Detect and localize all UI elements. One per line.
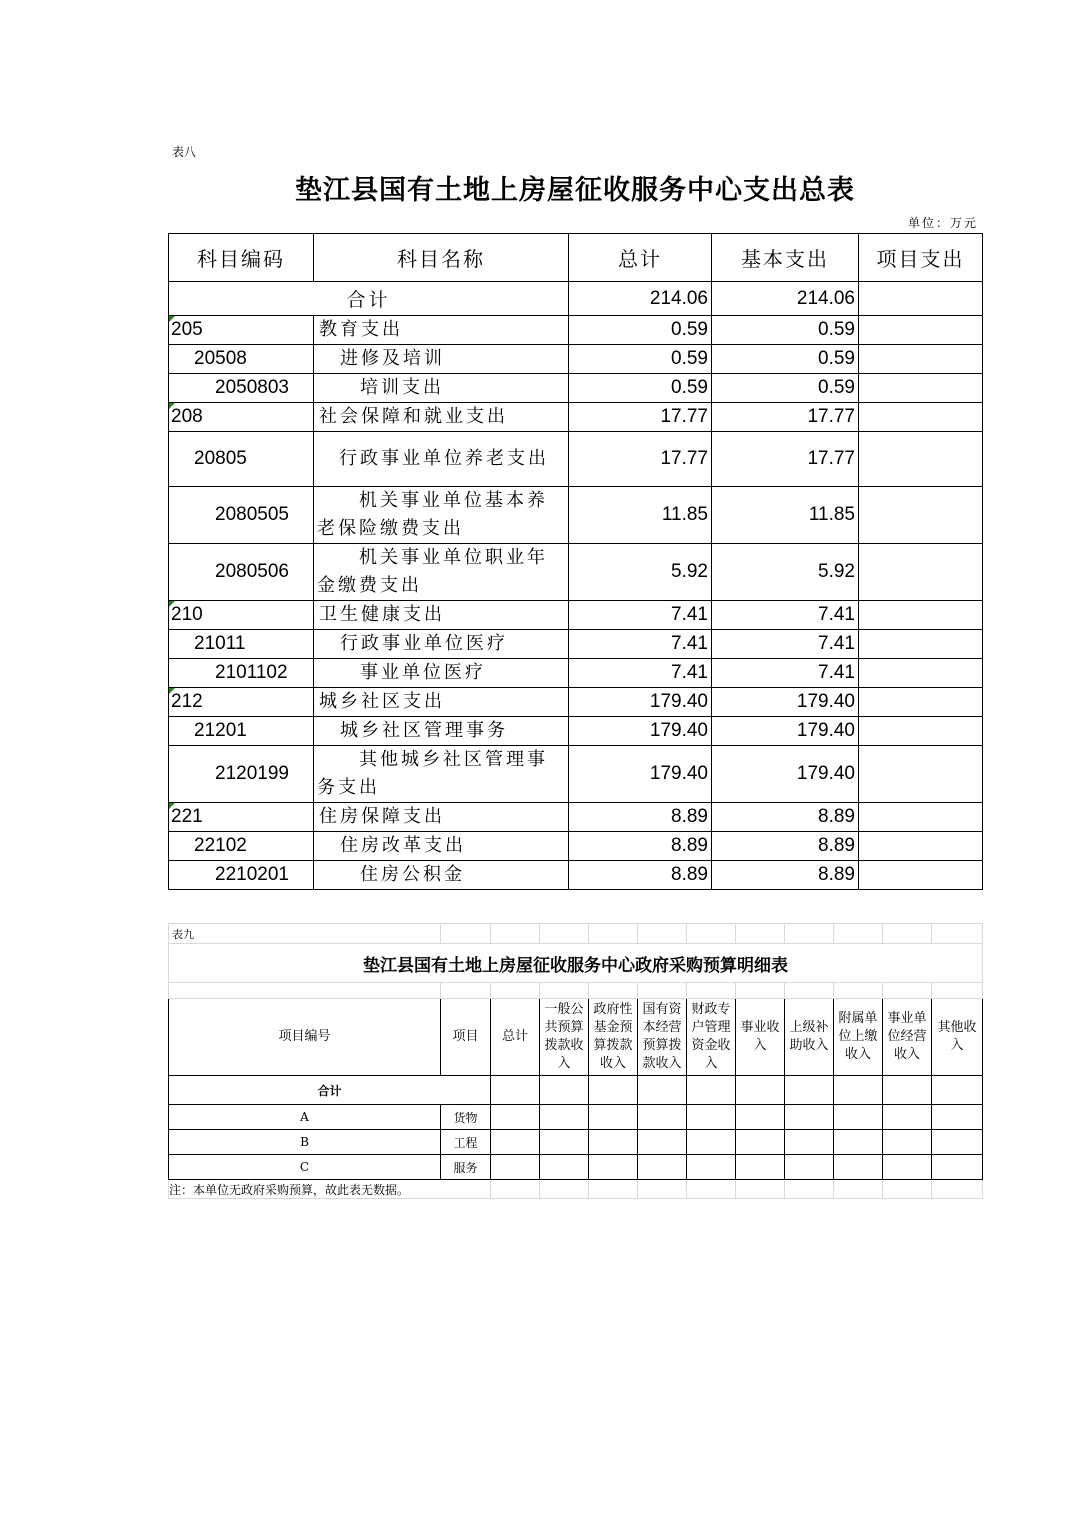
header-general-budget: 一般公共预算拨款收入 [540, 999, 589, 1076]
header-affiliated-units: 附属单位上缴收入 [834, 999, 883, 1076]
empty-cell [883, 924, 932, 944]
table-row [169, 403, 983, 432]
header-superior-subsidy: 上级补助收入 [785, 999, 834, 1076]
empty-cell [785, 924, 834, 944]
row-total: 8.89 [569, 832, 712, 861]
empty-cell [441, 983, 491, 999]
empty-cell [687, 1076, 736, 1105]
row-name: 住房公积金 [314, 861, 569, 890]
empty-cell [736, 1076, 785, 1105]
table-row [169, 832, 983, 861]
empty-cell [540, 924, 589, 944]
row-code: 22102 [169, 832, 314, 861]
row-name: 教育支出 [314, 316, 569, 345]
table-row [169, 432, 983, 487]
empty-cell [589, 1076, 638, 1105]
row-code: 205 [169, 316, 314, 345]
empty-cell [491, 1076, 540, 1105]
row-code: 2080505 [169, 487, 314, 544]
header-name: 科目名称 [314, 234, 569, 282]
row-basic: 8.89 [712, 861, 859, 890]
empty-cell [491, 1155, 540, 1180]
empty-cell [638, 1155, 687, 1180]
row-project [859, 861, 983, 890]
row-basic: 8.89 [712, 832, 859, 861]
empty-cell [540, 983, 589, 999]
row-project [859, 403, 983, 432]
row-total: 8.89 [569, 803, 712, 832]
row-code: 208 [169, 403, 314, 432]
empty-cell [736, 983, 785, 999]
row-code: 2210201 [169, 861, 314, 890]
row-project [859, 374, 983, 403]
row-code: 21201 [169, 717, 314, 746]
table8-label: 表八 [172, 145, 197, 159]
empty-cell [932, 1105, 983, 1130]
empty-cell [932, 1180, 983, 1199]
empty-cell [883, 1155, 932, 1180]
row-name: 卫生健康支出 [314, 601, 569, 630]
empty-cell [491, 1180, 540, 1199]
expenditure-summary-table [168, 233, 983, 890]
row-basic: 8.89 [712, 803, 859, 832]
row-name: 机关事业单位基本养老保险缴费支出 [314, 487, 569, 544]
empty-cell [736, 1105, 785, 1130]
table-row [169, 630, 983, 659]
table8-unit: 单位：万元 [907, 216, 978, 230]
row-basic: 11.85 [712, 487, 859, 544]
header-project-code: 项目编号 [169, 999, 441, 1076]
empty-cell [785, 1155, 834, 1180]
row-code: B [169, 1130, 441, 1155]
table9-note-row [169, 1180, 983, 1199]
row-name: 机关事业单位职业年金缴费支出 [314, 544, 569, 601]
empty-cell [834, 924, 883, 944]
table-row [169, 1155, 983, 1180]
table9-title-row [169, 944, 983, 983]
row-project [859, 544, 983, 601]
empty-cell [638, 983, 687, 999]
header-code: 科目编码 [169, 234, 314, 282]
row-total: 179.40 [569, 717, 712, 746]
row-project [859, 717, 983, 746]
empty-cell [736, 1130, 785, 1155]
row-total: 7.41 [569, 659, 712, 688]
row-project [859, 345, 983, 374]
row-total: 8.89 [569, 861, 712, 890]
empty-cell [638, 1130, 687, 1155]
empty-cell [540, 1180, 589, 1199]
row-basic: 17.77 [712, 403, 859, 432]
row-name: 事业单位医疗 [314, 659, 569, 688]
header-total: 总计 [569, 234, 712, 282]
header-other-income: 其他收入 [932, 999, 983, 1076]
row-code: 2080506 [169, 544, 314, 601]
header-special-account: 财政专户管理资金收入 [687, 999, 736, 1076]
empty-cell [687, 1180, 736, 1199]
empty-cell [834, 1105, 883, 1130]
row-total: 179.40 [569, 688, 712, 717]
empty-cell [785, 983, 834, 999]
row-type: 服务 [441, 1155, 491, 1180]
row-basic: 7.41 [712, 630, 859, 659]
table9-title: 垫江县国有土地上房屋征收服务中心政府采购预算明细表 [169, 944, 983, 983]
empty-cell [834, 1180, 883, 1199]
total-project [859, 282, 983, 316]
empty-cell [834, 1076, 883, 1105]
total-basic: 214.06 [712, 282, 859, 316]
table-row [169, 1105, 983, 1130]
empty-cell [638, 1105, 687, 1130]
table9-gap-row [169, 983, 983, 999]
row-name: 进修及培训 [314, 345, 569, 374]
procurement-budget-table [168, 923, 983, 1199]
row-name: 城乡社区管理事务 [314, 717, 569, 746]
table-row [169, 345, 983, 374]
row-code: 2101102 [169, 659, 314, 688]
header-operating-income: 事业单位经营收入 [883, 999, 932, 1076]
table-row [169, 717, 983, 746]
row-type: 工程 [441, 1130, 491, 1155]
row-basic: 179.40 [712, 746, 859, 803]
table-row [169, 316, 983, 345]
row-code: 212 [169, 688, 314, 717]
empty-cell [883, 1105, 932, 1130]
empty-cell [932, 983, 983, 999]
row-type: 货物 [441, 1105, 491, 1130]
row-code: 20508 [169, 345, 314, 374]
row-total: 0.59 [569, 374, 712, 403]
row-code: 210 [169, 601, 314, 630]
row-basic: 179.40 [712, 717, 859, 746]
table-row [169, 746, 983, 803]
table9-total-row [169, 1076, 983, 1105]
empty-cell [491, 924, 540, 944]
row-project [859, 803, 983, 832]
empty-cell [736, 924, 785, 944]
row-name: 行政事业单位医疗 [314, 630, 569, 659]
row-total: 11.85 [569, 487, 712, 544]
empty-cell [540, 1105, 589, 1130]
table-row [169, 659, 983, 688]
row-code: 221 [169, 803, 314, 832]
empty-cell [589, 1180, 638, 1199]
empty-cell [736, 1180, 785, 1199]
empty-cell [491, 983, 540, 999]
row-basic: 7.41 [712, 659, 859, 688]
row-name: 其他城乡社区管理事务支出 [314, 746, 569, 803]
row-name: 行政事业单位养老支出 [314, 432, 569, 487]
empty-cell [785, 1180, 834, 1199]
empty-cell [932, 1130, 983, 1155]
row-project [859, 432, 983, 487]
row-basic: 0.59 [712, 374, 859, 403]
empty-cell [687, 983, 736, 999]
empty-cell [883, 1076, 932, 1105]
empty-cell [785, 1076, 834, 1105]
empty-cell [687, 924, 736, 944]
header-project: 项目 [441, 999, 491, 1076]
empty-cell [834, 983, 883, 999]
row-code: 2120199 [169, 746, 314, 803]
row-project [859, 630, 983, 659]
table8-title: 垫江县国有土地上房屋征收服务中心支出总表 [295, 175, 855, 206]
empty-cell [932, 1076, 983, 1105]
row-code: 21011 [169, 630, 314, 659]
row-code: C [169, 1155, 441, 1180]
table-row [169, 601, 983, 630]
row-project [859, 746, 983, 803]
empty-cell [932, 924, 983, 944]
table9-label-row [169, 924, 983, 944]
empty-cell [736, 1155, 785, 1180]
row-project [859, 659, 983, 688]
table9-note: 注：本单位无政府采购预算，故此表无数据。 [169, 1180, 491, 1199]
empty-cell [638, 1180, 687, 1199]
row-name: 住房改革支出 [314, 832, 569, 861]
row-total: 5.92 [569, 544, 712, 601]
table9-total-label: 合计 [169, 1076, 491, 1105]
header-total: 总计 [491, 999, 540, 1076]
header-project: 项目支出 [859, 234, 983, 282]
empty-cell [589, 1105, 638, 1130]
empty-cell [883, 1180, 932, 1199]
row-total: 179.40 [569, 746, 712, 803]
empty-cell [540, 1130, 589, 1155]
row-basic: 7.41 [712, 601, 859, 630]
row-code: 20805 [169, 432, 314, 487]
empty-cell [441, 924, 491, 944]
empty-cell [491, 1130, 540, 1155]
empty-cell [834, 1155, 883, 1180]
row-basic: 179.40 [712, 688, 859, 717]
empty-cell [687, 1105, 736, 1130]
table-row [169, 803, 983, 832]
row-total: 7.41 [569, 630, 712, 659]
row-name: 社会保障和就业支出 [314, 403, 569, 432]
empty-cell [785, 1105, 834, 1130]
empty-cell [883, 1130, 932, 1155]
empty-cell [883, 983, 932, 999]
empty-cell [932, 1155, 983, 1180]
header-business-income: 事业收入 [736, 999, 785, 1076]
empty-cell [540, 1076, 589, 1105]
header-basic: 基本支出 [712, 234, 859, 282]
empty-cell [540, 1155, 589, 1180]
empty-cell [785, 1130, 834, 1155]
row-total: 0.59 [569, 345, 712, 374]
empty-cell [589, 1155, 638, 1180]
row-basic: 17.77 [712, 432, 859, 487]
empty-cell [491, 1105, 540, 1130]
row-name: 住房保障支出 [314, 803, 569, 832]
table8-header-row [169, 234, 983, 282]
row-basic: 0.59 [712, 316, 859, 345]
row-total: 17.77 [569, 432, 712, 487]
row-code: A [169, 1105, 441, 1130]
table9-header-row [169, 999, 983, 1076]
table-row [169, 374, 983, 403]
empty-cell [638, 924, 687, 944]
row-basic: 5.92 [712, 544, 859, 601]
header-state-capital: 国有资本经营预算拨款收入 [638, 999, 687, 1076]
row-total: 17.77 [569, 403, 712, 432]
empty-cell [687, 1130, 736, 1155]
empty-cell [638, 1076, 687, 1105]
total-label: 合计 [169, 282, 569, 316]
table-row [169, 688, 983, 717]
empty-cell [834, 1130, 883, 1155]
table9-label: 表九 [169, 924, 441, 944]
header-fund-budget: 政府性基金预算拨款收入 [589, 999, 638, 1076]
total-total: 214.06 [569, 282, 712, 316]
table8-total-row [169, 282, 983, 316]
table-row [169, 487, 983, 544]
row-project [859, 601, 983, 630]
row-code: 2050803 [169, 374, 314, 403]
row-name: 城乡社区支出 [314, 688, 569, 717]
row-total: 0.59 [569, 316, 712, 345]
row-project [859, 688, 983, 717]
table-row [169, 861, 983, 890]
row-name: 培训支出 [314, 374, 569, 403]
empty-cell [169, 983, 441, 999]
row-project [859, 487, 983, 544]
table-row [169, 1130, 983, 1155]
empty-cell [687, 1155, 736, 1180]
row-project [859, 316, 983, 345]
table-row [169, 544, 983, 601]
row-project [859, 832, 983, 861]
empty-cell [589, 1130, 638, 1155]
empty-cell [589, 983, 638, 999]
row-total: 7.41 [569, 601, 712, 630]
empty-cell [589, 924, 638, 944]
row-basic: 0.59 [712, 345, 859, 374]
